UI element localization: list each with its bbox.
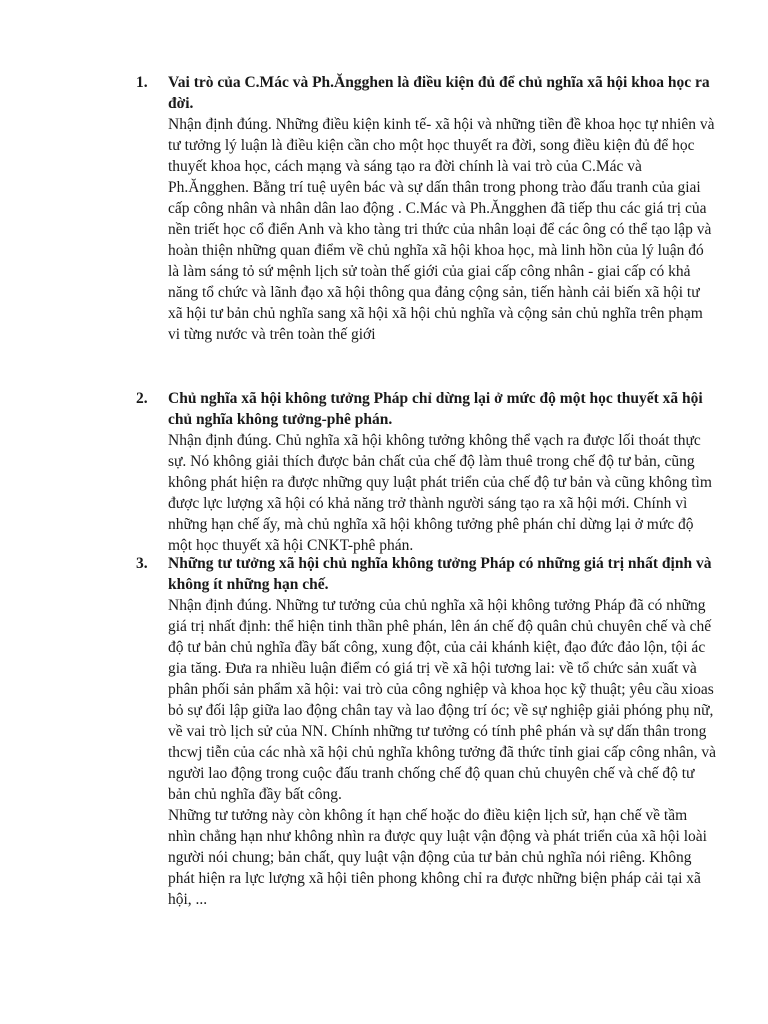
answer-paragraph: Nhận định đúng. Những điều kiện kinh tế- xã hội và những tiền đề khoa học tự nhiên và tư tưởng lý luận là điều kiện cần cho một học thuyết ra đời, song điều kiện đủ để học thuyết khoa học, cách mạng và sáng tạo ra đời chính là vai trò của C.Mác và Ph.Ăngghen. Bằng trí tuệ uyên bác và sự dấn thân trong phong trào đấu tranh của giai cấp công nhân và nhân dân lao động . C.Mác và Ph.Ăngghen đã tiếp thu các giá trị của nền triết học cổ điển Anh và kho tàng tri thức của nhân loại để các ông có thể tạo lập và hoàn thiện những quan điểm về chủ nghĩa xã hội khoa học, mà linh hồn của lý luận đó là làm sáng tỏ sứ mệnh lịch sử toàn thế giới của giai cấp công nhân - giai cấp có khả năng tổ chức và lãnh đạo xã hội thông qua đảng cộng sản, tiến hành cải biến xã hội tư xã hội tư bản chủ nghĩa sang xã hội xã hội chủ nghĩa và cộng sản chủ nghĩa trên phạm vi từng nước và trên toàn thế giới [168,116,715,343]
question-heading [136,72,716,114]
question-heading [136,388,716,430]
answer-paragraph: Những tư tưởng này còn không ít hạn chế hoặc do điều kiện lịch sử, hạn chế về tầm nhìn chẳng hạn như không nhìn ra được quy luật vận động và phát triển của xã hội loài người nói chung; bản chất, quy luật vận động của tư bản chủ nghĩa nói riêng. Không phát hiện ra lực lượng xã hội tiên phong không chỉ ra được những biện pháp cải tại xã hội, ... [168,807,707,908]
answer-paragraph: Nhận định đúng. Những tư tưởng của chủ nghĩa xã hội không tưởng Pháp đã có những giá trị nhất định: thể hiện tinh thần phê phán, lên án chế độ quân chủ chuyên chế và chế độ tư bản chủ nghĩa đầy bất công, xung đột, của cải khánh kiệt, đạo đức đảo lộn, tội ác gia tăng. Đưa ra nhiều luận điểm có giá trị về xã hội tương lai: về tổ chức sản xuất và phân phối sản phẩm xã hội: vai trò của công nghiệp và khoa học kỹ thuật; yêu cầu xioas bỏ sự đối lập giữa lao động chân tay và lao động trí óc; về sự nghiệp giải phóng phụ nữ, về vai trò lịch sử của NN. Chính những tư tưởng có tính phê phán và sự dấn thân trong thcwj tiễn của các nhà xã hội chủ nghĩa không tưởng đã thức tỉnh giai cấp công nhân, và người lao động trong cuộc đấu tranh chống chế độ quan chủ chuyên chế và chế độ tư bản chủ nghĩa đầy bất công. [168,597,716,803]
question-text: Những tư tưởng xã hội chủ nghĩa không tưởng Pháp có những giá trị nhất định và không ít những hạn chế. [168,555,712,593]
question-item-2 [136,388,716,556]
question-text: Chủ nghĩa xã hội không tưởng Pháp chỉ dừng lại ở mức độ một học thuyết xã hội chủ nghĩa không tưởng-phê phán. [168,390,703,428]
answer-block [168,595,716,910]
answer-paragraph: Nhận định đúng. Chủ nghĩa xã hội không tưởng không thể vạch ra được lối thoát thực sự. Nó không giải thích được bản chất của chế độ làm thuê trong chế độ tư bản, cũng không phát hiện ra được những quy luật phát triển của chế độ tư bản và cũng không tìm được lực lượng xã hội có khả năng trở thành người sáng tạo ra xã hội mới. Chính vì những hạn chế ấy, mà chủ nghĩa xã hội không tưởng phê phán chỉ dừng lại ở mức độ một học thuyết xã hội CNKT-phê phán. [168,432,712,554]
answer-block [168,430,716,556]
question-number: 2. [136,390,148,407]
answer-block [168,114,716,345]
question-text: Vai trò của C.Mác và Ph.Ăngghen là điều kiện đủ để chủ nghĩa xã hội khoa học ra đời. [168,74,710,112]
question-item-3 [136,553,716,910]
question-number: 3. [136,555,148,572]
question-item-1 [136,72,716,345]
question-number: 1. [136,74,148,91]
question-heading [136,553,716,595]
